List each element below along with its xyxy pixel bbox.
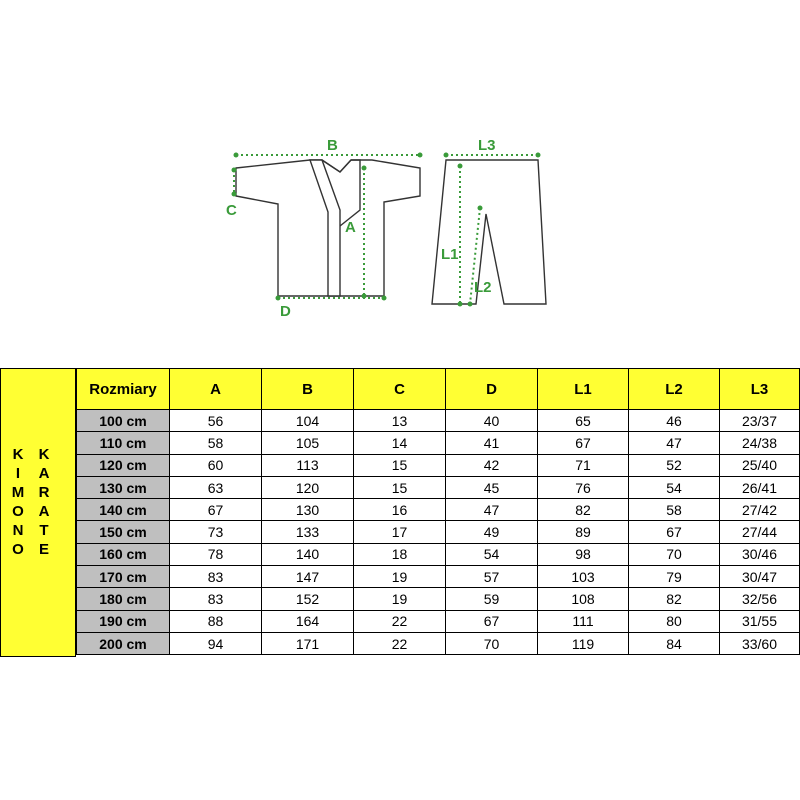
measure-cell: 103 <box>538 566 629 588</box>
table-row <box>77 410 800 432</box>
measure-cell: 108 <box>538 588 629 610</box>
measure-cell: 82 <box>538 499 629 521</box>
dim-label-d: D <box>280 303 291 320</box>
measure-cell: 16 <box>354 499 446 521</box>
measure-cell: 25/40 <box>720 454 800 476</box>
measure-cell: 18 <box>354 543 446 565</box>
measure-cell: 22 <box>354 632 446 654</box>
header-l2: L2 <box>629 369 720 410</box>
measure-cell: 49 <box>446 521 538 543</box>
measure-cell: 13 <box>354 410 446 432</box>
measure-cell: 58 <box>170 432 262 454</box>
size-cell: 170 cm <box>77 566 170 588</box>
size-table <box>76 368 800 655</box>
header-c: C <box>354 369 446 410</box>
size-cell: 110 cm <box>77 432 170 454</box>
measure-cell: 56 <box>170 410 262 432</box>
kimono-karate-panel <box>0 368 76 657</box>
measure-cell: 15 <box>354 476 446 498</box>
measure-cell: 17 <box>354 521 446 543</box>
measure-cell: 120 <box>262 476 354 498</box>
size-cell: 130 cm <box>77 476 170 498</box>
measure-cell: 60 <box>170 454 262 476</box>
measure-cell: 67 <box>446 610 538 632</box>
measure-cell: 27/42 <box>720 499 800 521</box>
word-karate <box>37 445 51 559</box>
header-sizes: Rozmiary <box>77 369 170 410</box>
measure-cell: 82 <box>629 588 720 610</box>
measure-cell: 14 <box>354 432 446 454</box>
table-row <box>77 499 800 521</box>
measure-cell: 63 <box>170 476 262 498</box>
table-row <box>77 432 800 454</box>
letter: O <box>12 541 24 558</box>
dim-label-l2: L2 <box>474 279 492 296</box>
measure-cell: 54 <box>629 476 720 498</box>
measure-cell: 70 <box>629 543 720 565</box>
measure-cell: 31/55 <box>720 610 800 632</box>
measure-cell: 83 <box>170 588 262 610</box>
measure-cell: 147 <box>262 566 354 588</box>
dim-label-l3: L3 <box>478 137 496 154</box>
table-row <box>77 566 800 588</box>
measure-cell: 42 <box>446 454 538 476</box>
measure-cell: 47 <box>446 499 538 521</box>
measure-cell: 104 <box>262 410 354 432</box>
header-l1: L1 <box>538 369 629 410</box>
measure-cell: 67 <box>170 499 262 521</box>
letter: M <box>11 484 25 501</box>
measure-cell: 41 <box>446 432 538 454</box>
measure-cell: 80 <box>629 610 720 632</box>
dim-label-c: C <box>226 202 237 219</box>
measure-cell: 57 <box>446 566 538 588</box>
letter: T <box>39 522 49 539</box>
size-cell: 120 cm <box>77 454 170 476</box>
measure-cell: 33/60 <box>720 632 800 654</box>
measure-cell: 24/38 <box>720 432 800 454</box>
measure-cell: 94 <box>170 632 262 654</box>
measure-cell: 45 <box>446 476 538 498</box>
table-row <box>77 454 800 476</box>
measure-cell: 67 <box>629 521 720 543</box>
measure-cell: 54 <box>446 543 538 565</box>
letter: K <box>38 446 50 463</box>
letter: K <box>12 446 24 463</box>
letter: A <box>38 503 50 520</box>
table-row <box>77 610 800 632</box>
measure-cell: 70 <box>446 632 538 654</box>
table-row <box>77 632 800 654</box>
size-cell: 100 cm <box>77 410 170 432</box>
measure-cell: 89 <box>538 521 629 543</box>
measure-cell: 171 <box>262 632 354 654</box>
measure-cell: 19 <box>354 588 446 610</box>
measure-cell: 46 <box>629 410 720 432</box>
measure-cell: 88 <box>170 610 262 632</box>
size-cell: 140 cm <box>77 499 170 521</box>
measure-cell: 30/47 <box>720 566 800 588</box>
measure-cell: 23/37 <box>720 410 800 432</box>
measure-cell: 111 <box>538 610 629 632</box>
measure-cell: 78 <box>170 543 262 565</box>
letter: A <box>38 465 50 482</box>
measure-cell: 47 <box>629 432 720 454</box>
size-cell: 150 cm <box>77 521 170 543</box>
table-body <box>77 410 800 655</box>
measure-cell: 32/56 <box>720 588 800 610</box>
measure-cell: 30/46 <box>720 543 800 565</box>
header-b: B <box>262 369 354 410</box>
measure-cell: 19 <box>354 566 446 588</box>
measure-cell: 83 <box>170 566 262 588</box>
letter: N <box>12 522 24 539</box>
measure-cell: 79 <box>629 566 720 588</box>
table-row <box>77 588 800 610</box>
jacket-drawing <box>236 160 420 296</box>
dim-label-a: A <box>345 219 356 236</box>
size-cell: 200 cm <box>77 632 170 654</box>
word-kimono <box>11 445 25 559</box>
dim-label-l1: L1 <box>441 246 459 263</box>
measure-cell: 140 <box>262 543 354 565</box>
measure-cell: 40 <box>446 410 538 432</box>
header-row <box>77 369 800 410</box>
measure-cell: 113 <box>262 454 354 476</box>
table-row <box>77 476 800 498</box>
measure-cell: 119 <box>538 632 629 654</box>
table-row <box>77 521 800 543</box>
size-cell: 190 cm <box>77 610 170 632</box>
letter: I <box>15 465 21 482</box>
letter: R <box>38 484 50 501</box>
measure-cell: 58 <box>629 499 720 521</box>
measure-cell: 26/41 <box>720 476 800 498</box>
header-a: A <box>170 369 262 410</box>
measure-cell: 164 <box>262 610 354 632</box>
header-d: D <box>446 369 538 410</box>
letter: O <box>12 503 24 520</box>
measure-cell: 84 <box>629 632 720 654</box>
measure-cell: 133 <box>262 521 354 543</box>
measure-cell: 130 <box>262 499 354 521</box>
measure-cell: 67 <box>538 432 629 454</box>
measure-cell: 98 <box>538 543 629 565</box>
dim-label-b: B <box>327 137 338 154</box>
measure-cell: 15 <box>354 454 446 476</box>
measure-cell: 105 <box>262 432 354 454</box>
measure-cell: 27/44 <box>720 521 800 543</box>
measure-cell: 152 <box>262 588 354 610</box>
table-row <box>77 543 800 565</box>
header-l3: L3 <box>720 369 800 410</box>
measure-cell: 22 <box>354 610 446 632</box>
size-cell: 180 cm <box>77 588 170 610</box>
measure-cell: 65 <box>538 410 629 432</box>
measure-cell: 76 <box>538 476 629 498</box>
letter: E <box>38 541 49 558</box>
measure-cell: 52 <box>629 454 720 476</box>
size-cell: 160 cm <box>77 543 170 565</box>
measure-cell: 73 <box>170 521 262 543</box>
measure-cell: 59 <box>446 588 538 610</box>
measure-cell: 71 <box>538 454 629 476</box>
kimono-diagram <box>0 0 800 360</box>
